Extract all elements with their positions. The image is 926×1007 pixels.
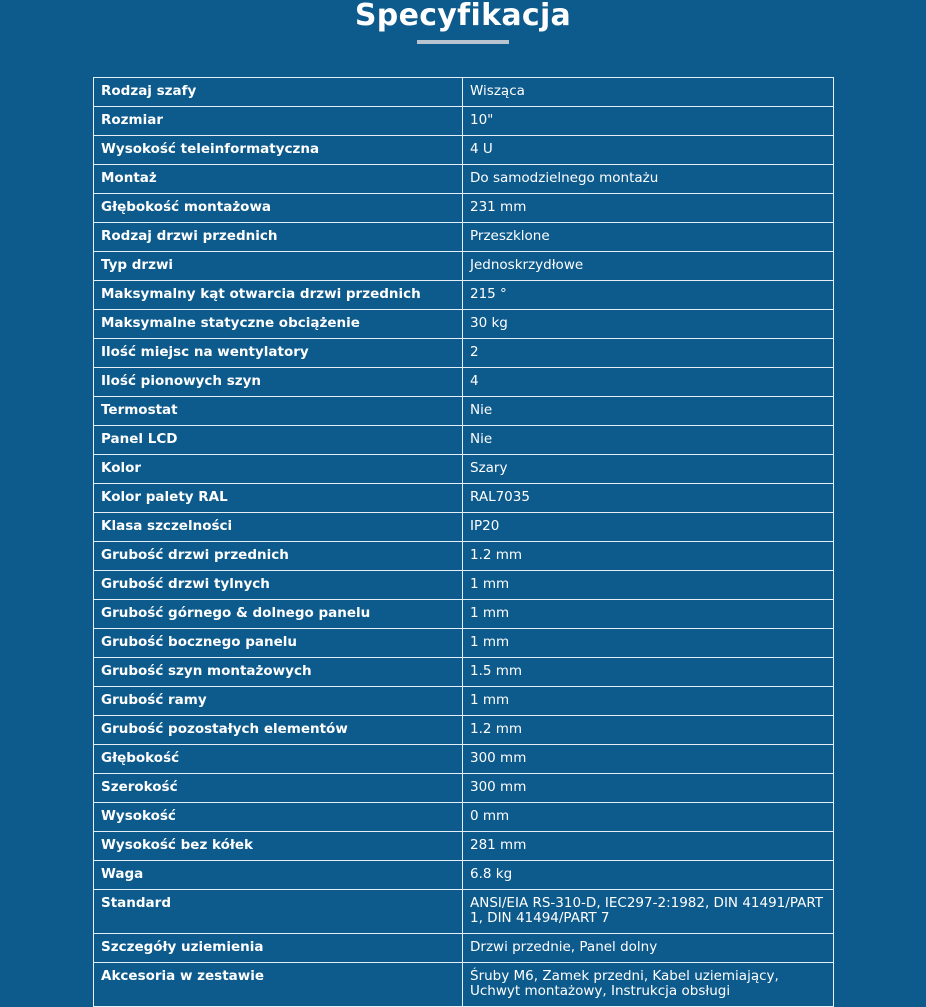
spec-label: Ilość miejsc na wentylatory [94, 339, 463, 368]
spec-value: 281 mm [463, 832, 834, 861]
spec-label: Maksymalny kąt otwarcia drzwi przednich [94, 281, 463, 310]
table-row [94, 629, 834, 658]
table-row [94, 687, 834, 716]
spec-value: 231 mm [463, 194, 834, 223]
spec-label: Maksymalne statyczne obciążenie [94, 310, 463, 339]
spec-label: Kolor [94, 455, 463, 484]
spec-value: 1 mm [463, 687, 834, 716]
spec-value: 300 mm [463, 745, 834, 774]
title-underline [417, 40, 509, 44]
spec-label: Panel LCD [94, 426, 463, 455]
spec-label: Grubość drzwi przednich [94, 542, 463, 571]
spec-value: 10" [463, 107, 834, 136]
table-row [94, 745, 834, 774]
spec-label: Typ drzwi [94, 252, 463, 281]
spec-value: Nie [463, 426, 834, 455]
table-row [94, 281, 834, 310]
spec-label: Rodzaj szafy [94, 78, 463, 107]
spec-label: Grubość górnego & dolnego panelu [94, 600, 463, 629]
spec-label: Ilość pionowych szyn [94, 368, 463, 397]
spec-label: Szerokość [94, 774, 463, 803]
spec-value: 300 mm [463, 774, 834, 803]
spec-value: Drzwi przednie, Panel dolny [463, 934, 834, 963]
spec-label: Montaż [94, 165, 463, 194]
table-row [94, 571, 834, 600]
spec-label: Waga [94, 861, 463, 890]
table-row [94, 658, 834, 687]
table-row [94, 513, 834, 542]
table-row [94, 803, 834, 832]
spec-label: Grubość bocznego panelu [94, 629, 463, 658]
spec-value: 1 mm [463, 600, 834, 629]
table-row [94, 107, 834, 136]
spec-value: 30 kg [463, 310, 834, 339]
spec-label: Wysokość teleinformatyczna [94, 136, 463, 165]
table-row [94, 861, 834, 890]
page-title: Specyfikacja [354, 0, 572, 33]
table-row [94, 716, 834, 745]
table-row [94, 368, 834, 397]
spec-value: Szary [463, 455, 834, 484]
table-row [94, 165, 834, 194]
table-row [94, 484, 834, 513]
spec-value: Przeszklone [463, 223, 834, 252]
spec-label: Grubość szyn montażowych [94, 658, 463, 687]
table-row [94, 934, 834, 963]
spec-value: Jednoskrzydłowe [463, 252, 834, 281]
table-row [94, 223, 834, 252]
spec-value: 4 U [463, 136, 834, 165]
table-row [94, 774, 834, 803]
spec-value: ANSI/EIA RS-310-D, IEC297-2:1982, DIN 41491/PART 1, DIN 41494/PART 7 [463, 890, 834, 934]
spec-value: 2 [463, 339, 834, 368]
spec-table-body [94, 78, 834, 1007]
spec-value: 6.8 kg [463, 861, 834, 890]
spec-value: Śruby M6, Zamek przedni, Kabel uziemiający, Uchwyt montażowy, Instrukcja obsługi [463, 963, 834, 1007]
spec-label: Głębokość [94, 745, 463, 774]
table-row [94, 426, 834, 455]
spec-value: Do samodzielnego montażu [463, 165, 834, 194]
spec-value: 1 mm [463, 629, 834, 658]
spec-value: 1 mm [463, 571, 834, 600]
spec-table [93, 77, 834, 1007]
spec-value: Nie [463, 397, 834, 426]
spec-value: 1.5 mm [463, 658, 834, 687]
table-row [94, 252, 834, 281]
table-row [94, 600, 834, 629]
table-row [94, 397, 834, 426]
spec-label: Głębokość montażowa [94, 194, 463, 223]
spec-label: Standard [94, 890, 463, 934]
spec-label: Szczegóły uziemienia [94, 934, 463, 963]
spec-value: 1.2 mm [463, 542, 834, 571]
spec-label: Rodzaj drzwi przednich [94, 223, 463, 252]
spec-label: Rozmiar [94, 107, 463, 136]
spec-value: 215 ° [463, 281, 834, 310]
spec-value: 1.2 mm [463, 716, 834, 745]
spec-value: Wisząca [463, 78, 834, 107]
spec-label: Akcesoria w zestawie [94, 963, 463, 1007]
table-row [94, 455, 834, 484]
table-row [94, 136, 834, 165]
spec-value: 0 mm [463, 803, 834, 832]
spec-value: 4 [463, 368, 834, 397]
spec-label: Termostat [94, 397, 463, 426]
spec-label: Kolor palety RAL [94, 484, 463, 513]
table-row [94, 310, 834, 339]
table-row [94, 78, 834, 107]
spec-label: Grubość drzwi tylnych [94, 571, 463, 600]
spec-label: Wysokość [94, 803, 463, 832]
table-row [94, 832, 834, 861]
spec-label: Wysokość bez kółek [94, 832, 463, 861]
table-row [94, 890, 834, 934]
table-row [94, 542, 834, 571]
spec-label: Grubość ramy [94, 687, 463, 716]
spec-value: RAL7035 [463, 484, 834, 513]
spec-label: Klasa szczelności [94, 513, 463, 542]
spec-value: IP20 [463, 513, 834, 542]
spec-label: Grubość pozostałych elementów [94, 716, 463, 745]
table-row [94, 194, 834, 223]
table-row [94, 339, 834, 368]
